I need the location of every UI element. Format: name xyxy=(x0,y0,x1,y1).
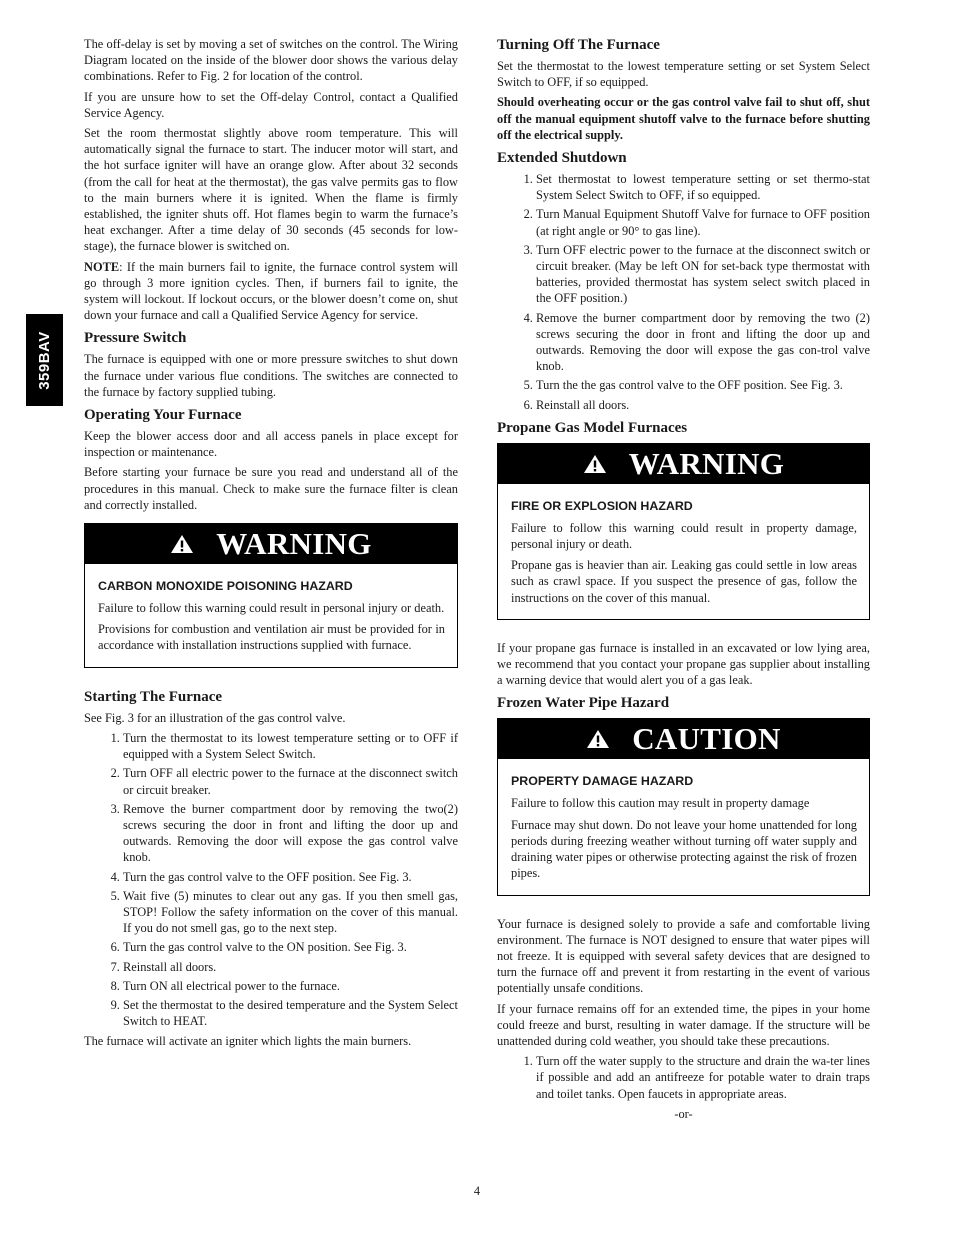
starting-step: 8. Turn ON all electrical power to the furnace. xyxy=(123,978,458,994)
caution-box xyxy=(497,718,870,895)
turning-off-bold-text: Should overheating occur or the gas control valve fail to shut off, shut off the manual equipment shutoff valve to the furnace before shutting off the electrical supply. xyxy=(497,95,870,142)
fire-warning-box xyxy=(497,443,870,620)
warning-triangle-icon xyxy=(583,454,607,474)
operating-heading: Operating Your Furnace xyxy=(84,407,242,424)
pressure-switch-heading: Pressure Switch xyxy=(84,330,187,347)
turning-off-heading: Turning Off The Furnace xyxy=(497,37,660,53)
starting-step: 3. Remove the burner compartment door by removing the two(2) screws securing the door in front and lifting the door up and outwards. Removing the door will expose the gas control valve knob. xyxy=(123,801,458,866)
co-warning-paragraph: Provisions for combustion and ventilation air must be provided for in accordance with installation instructions supplied with furnace. xyxy=(98,622,445,653)
intro-paragraph: If you are unsure how to set the Off-delay Control, contact a Qualified Service Agency. xyxy=(84,89,458,120)
co-warning-header xyxy=(85,524,457,564)
caution-paragraph: Failure to follow this caution may result in property damage xyxy=(511,796,810,811)
or-separator: -or- xyxy=(674,1106,693,1121)
propane-heading: Propane Gas Model Furnaces xyxy=(497,419,688,436)
right-column xyxy=(497,36,870,1122)
frozen-heading: Frozen Water Pipe Hazard xyxy=(497,695,670,712)
starting-steps-list xyxy=(84,730,458,1029)
fire-warning-header xyxy=(498,444,869,484)
co-warning-box xyxy=(84,523,458,668)
caution-body xyxy=(498,759,869,894)
fire-hazard-title: FIRE OR EXPLOSION HAZARD xyxy=(511,498,693,513)
co-warning-paragraph: Failure to follow this warning could result in personal injury or death. xyxy=(98,601,445,616)
extended-step: 3. Turn OFF electric power to the furnace at the disconnect switch or circuit breaker. (May be left ON for set-back type thermostat with batteries, provided thermostat has system select switch placed in the OFF position.) xyxy=(536,242,870,307)
co-hazard-title: CARBON MONOXIDE POISONING HAZARD xyxy=(98,579,353,594)
operating-paragraph: Keep the blower access door and all access panels in place except for inspection or maintenance. xyxy=(84,429,458,460)
intro-paragraph: Set the room thermostat slightly above room temperature. This will automatically signal the furnace to start. The inducer motor will start, and the hot surface igniter will have an orange glow. After about 32 seconds (from the call for heat at the thermostat), the gas valve permits gas to flow to the main burners where it is ignited. When the flame is firmly established, the igniter shuts off. Hot flames begin to warm the furnace’s heat exchanger. After a time delay of 30 seconds (45 seconds for low-stage), the furnace blower is switched on. xyxy=(84,126,458,254)
intro-paragraph: The off-delay is set by moving a set of switches on the control. The Wiring Diagram located on the inside of the blower door shows the various delay combinations. Refer to Fig. 2 for location of the control. xyxy=(84,37,458,84)
note-text: : If the main burners fail to ignite, the furnace control system will go through 3 more ignition cycles. Then, if burners fail to ignite, the system will lockout. If lockout occurs, or the blower doesn’t come on, shut down your furnace and call a Qualified Service Agency for service. xyxy=(84,259,458,323)
extended-steps-list xyxy=(497,171,870,413)
starting-step: 9. Set the thermostat to the desired temperature and the System Select Switch to HEAT. xyxy=(123,997,458,1029)
extended-step: 2. Turn Manual Equipment Shutoff Valve for furnace to OFF position (at right angle or 90° to gas line). xyxy=(536,206,870,238)
warning-word: WARNING xyxy=(216,526,372,562)
fire-warning-paragraph: Propane gas is heavier than air. Leaking gas could settle in low areas such as crawl space. If you suspect the presence of gas, follow the instructions on the cover of this manual. xyxy=(511,558,857,605)
frozen-steps-list xyxy=(497,1053,870,1102)
caution-word: CAUTION xyxy=(632,721,781,757)
starting-outro: The furnace will activate an igniter which lights the main burners. xyxy=(84,1034,412,1049)
property-hazard-title: PROPERTY DAMAGE HAZARD xyxy=(511,774,694,789)
left-column xyxy=(84,36,458,1054)
starting-intro: See Fig. 3 for an illustration of the gas control valve. xyxy=(84,710,346,725)
turning-off-text: Set the thermostat to the lowest temperature setting or set System Select Switch to OFF, if so equipped. xyxy=(497,59,870,90)
starting-step: 1. Turn the thermostat to its lowest temperature setting or to OFF if equipped with a System Select Switch. xyxy=(123,730,458,762)
starting-step: 2. Turn OFF all electric power to the furnace at the disconnect switch or circuit breaker. xyxy=(123,765,458,797)
fire-warning-paragraph: Failure to follow this warning could result in property damage, personal injury or death. xyxy=(511,520,857,552)
warning-word: WARNING xyxy=(628,445,785,481)
extended-heading: Extended Shutdown xyxy=(497,150,627,167)
operating-paragraph: Before starting your furnace be sure you read and understand all of the procedures in this manual. Check to make sure the furnace filter is clean and correctly installed. xyxy=(84,465,458,512)
starting-step: 5. Wait five (5) minutes to clear out any gas. If you then smell gas, STOP! Follow the safety information on the cover of this manual. If you do not smell gas, go to the next step. xyxy=(123,888,458,937)
warning-triangle-icon xyxy=(170,534,194,554)
pressure-switch-text: The furnace is equipped with one or more pressure switches to shut down the furnace under various flue conditions. The switches are connected to the furnace by factory supplied tubing. xyxy=(84,352,458,399)
model-side-tab-label: 359BAV xyxy=(36,330,53,390)
starting-step: 4. Turn the gas control valve to the OFF position. See Fig. 3. xyxy=(123,869,458,885)
caution-header xyxy=(498,719,869,759)
model-side-tab xyxy=(26,314,63,406)
starting-step: 7. Reinstall all doors. xyxy=(123,959,458,975)
fire-warning-body xyxy=(498,484,869,619)
extended-step: 1. Set thermostat to lowest temperature setting or set thermo-stat System Select Switch to OFF, if so equipped. xyxy=(536,171,870,203)
frozen-paragraph: Your furnace is designed solely to provide a safe and comfortable living environment. The furnace is NOT designed to ensure that water pipes will not freeze. It is equipped with several safety devices that are designed to turn the furnace off and prevent it from restarting in the event of various potentially unsafe conditions. xyxy=(497,916,870,996)
extended-step: 4. Remove the burner compartment door by removing the two (2) screws securing the door in front and lifting the door up and outwards. Removing the door will expose the gas con-trol valve knob. xyxy=(536,310,870,375)
note-label: NOTE xyxy=(84,259,120,274)
page-number: 4 xyxy=(473,1184,481,1198)
starting-heading: Starting The Furnace xyxy=(84,688,223,705)
warning-triangle-icon xyxy=(586,729,610,749)
extended-step: 5. Turn the the gas control valve to the OFF position. See Fig. 3. xyxy=(536,377,870,393)
frozen-step: 1. Turn off the water supply to the structure and drain the wa-ter lines if possible and add an antifreeze for potable water to drain traps and toilet tanks. Open faucets in appropriate areas. xyxy=(536,1053,870,1102)
caution-paragraph: Furnace may shut down. Do not leave your home unattended for long periods during freezing weather without turning off water supply and draining water pipes or otherwise protecting against the risk of frozen pipes. xyxy=(511,817,857,881)
frozen-paragraph: If your furnace remains off for an extended time, the pipes in your home could freeze and burst, resulting in water damage. If the structure will be unattended during cold weather, you should take these precautions. xyxy=(497,1001,870,1048)
co-warning-body xyxy=(85,564,457,667)
extended-step: 6. Reinstall all doors. xyxy=(536,397,870,413)
starting-step: 6. Turn the gas control valve to the ON position. See Fig. 3. xyxy=(123,939,458,955)
propane-text: If your propane gas furnace is installed in an excavated or low lying area, we recommend that you contact your propane gas supplier about installing a warning device that would alert you of a gas leak. xyxy=(497,640,870,688)
note-paragraph xyxy=(84,259,458,324)
